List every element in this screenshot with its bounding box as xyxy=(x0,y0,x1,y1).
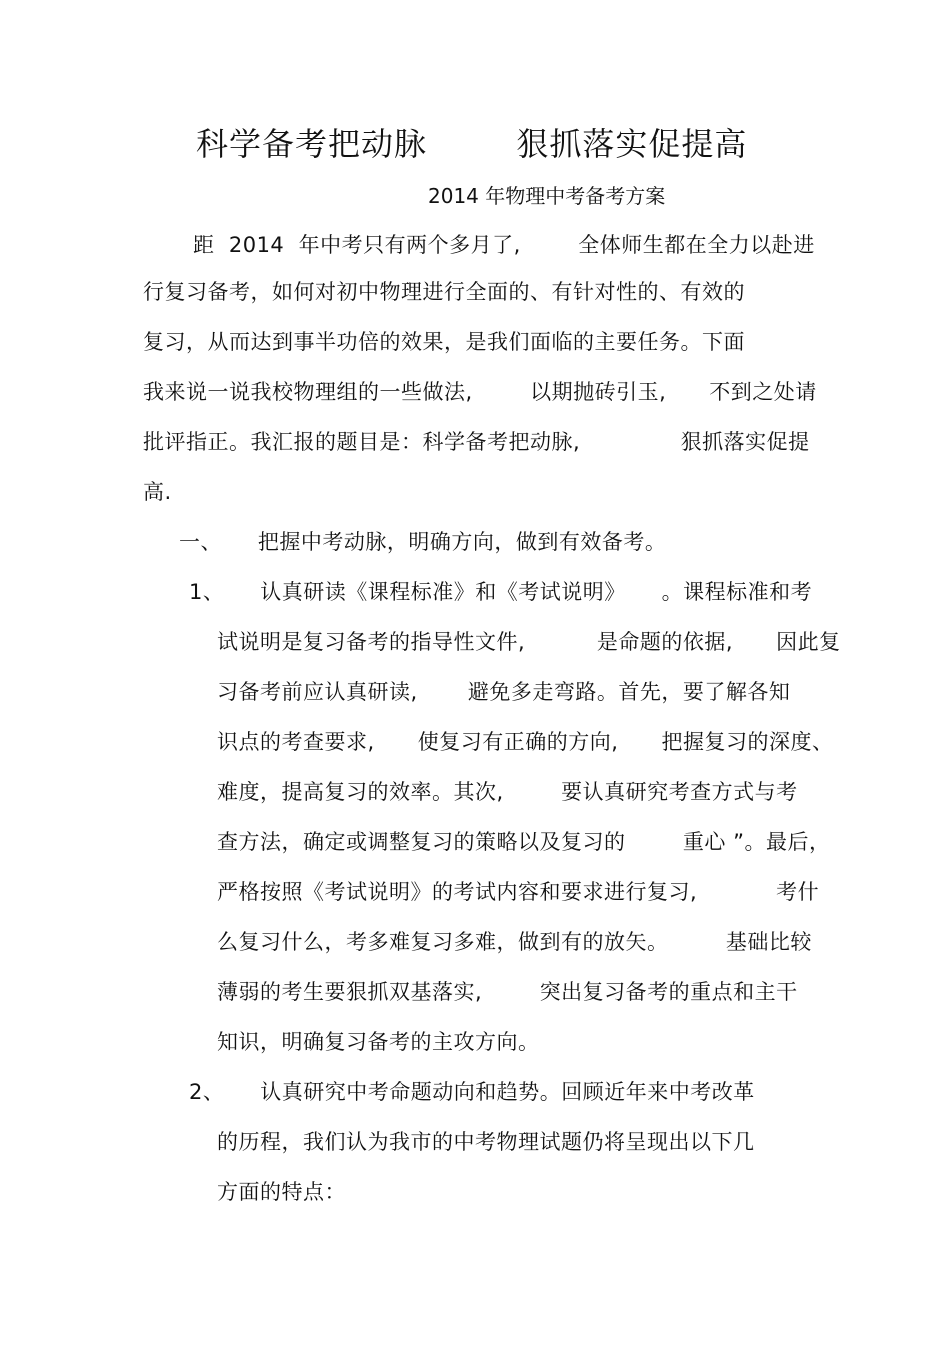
list-item-line: 方面的特点： xyxy=(217,1180,346,1204)
list-item-line: 1、 认真研读《课程标准》和《考试说明》 。课程标准和考 xyxy=(189,580,813,604)
list-item-line: 2、 认真研究中考命题动向和趋势。回顾近年来中考改革 xyxy=(189,1080,755,1104)
paragraph-line: 距 2014 年中考只有两个多月了, 全体师生都在全力以赴进 xyxy=(193,233,815,257)
list-item-line: 的历程，我们认为我市的中考物理试题仍将呈现出以下几 xyxy=(217,1130,755,1154)
list-item-line: 薄弱的考生要狠抓双基落实, 突出复习备考的重点和主干 xyxy=(217,980,798,1004)
list-item-line: 查方法，确定或调整复习的策略以及复习的 重心 ”。最后， xyxy=(217,830,831,854)
document-title: 科学备考把动脉 狠抓落实促提高 xyxy=(196,125,748,163)
paragraph-line: 高. xyxy=(143,480,172,504)
list-item-line: 识点的考查要求, 使复习有正确的方向, 把握复习的深度、 xyxy=(217,730,834,754)
paragraph-line: 批评指正。我汇报的题目是：科学备考把动脉, 狠抓落实促提 xyxy=(143,430,810,454)
document-subtitle: 2014 年物理中考备考方案 xyxy=(428,184,666,208)
list-item-line: 试说明是复习备考的指导性文件, 是命题的依据, 因此复 xyxy=(217,630,841,654)
paragraph-line: 复习，从而达到事半功倍的效果，是我们面临的主要任务。下面 xyxy=(143,330,745,354)
list-item-line: 难度，提高复习的效率。其次, 要认真研究考查方式与考 xyxy=(217,780,798,804)
paragraph-line: 我来说一说我校物理组的一些做法, 以期抛砖引玉, 不到之处请 xyxy=(143,380,817,404)
list-item-line: 习备考前应认真研读, 避免多走弯路。首先，要了解各知 xyxy=(217,680,791,704)
list-item-line: 么复习什么，考多难复习多难，做到有的放矢。 基础比较 xyxy=(217,930,812,954)
paragraph-line: 行复习备考，如何对初中物理进行全面的、有针对性的、有效的 xyxy=(143,280,745,304)
section-heading: 一、 把握中考动脉，明确方向，做到有效备考。 xyxy=(179,530,667,554)
list-item-line: 知识，明确复习备考的主攻方向。 xyxy=(217,1030,540,1054)
list-item-line: 严格按照《考试说明》的考试内容和要求进行复习, 考什 xyxy=(217,880,820,904)
